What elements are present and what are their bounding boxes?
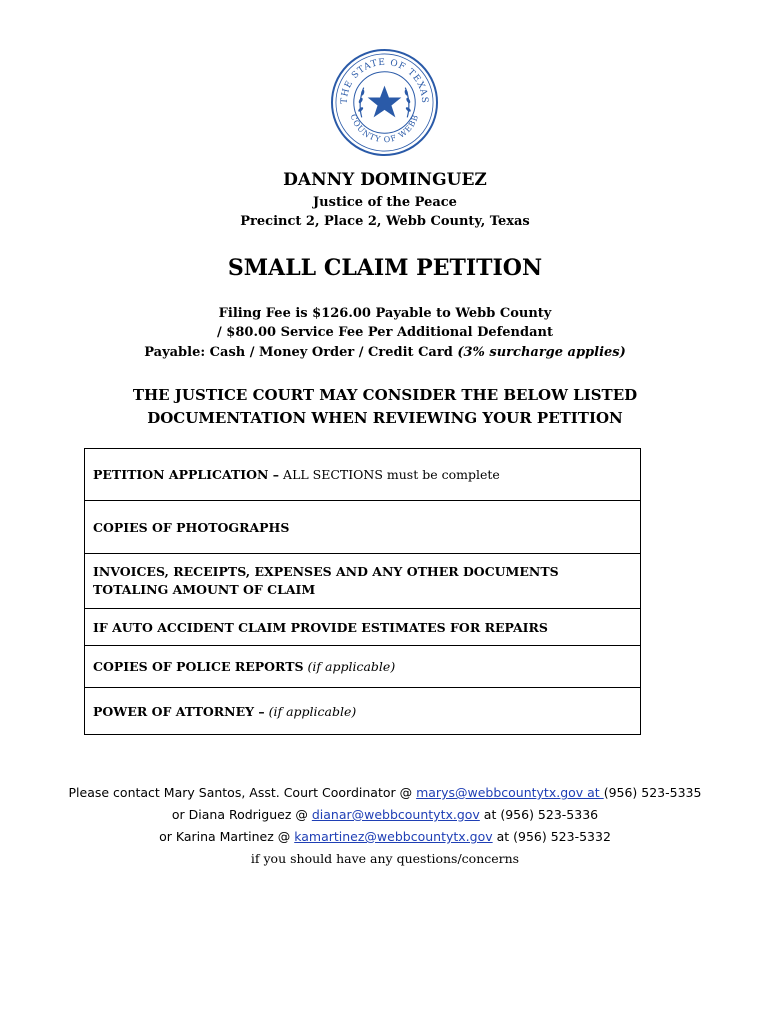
requirement-cell: [85, 449, 641, 501]
phone-text: (956) 523-5335: [603, 785, 702, 800]
requirement-cell: [85, 501, 641, 554]
phone-text: at (956) 523-5336: [479, 807, 599, 822]
requirement-cell: [85, 646, 641, 688]
surcharge-note: (3% surcharge applies): [457, 345, 626, 360]
table-row: [85, 449, 641, 501]
table-row: [85, 501, 641, 554]
payment-methods-text: Payable: Cash / Money Order / Credit Card: [144, 345, 453, 360]
requirement-label: POWER OF ATTORNEY –: [93, 703, 265, 719]
contact-text: or Karina Martinez @: [159, 829, 295, 844]
judge-name: DANNY DOMINGUEZ: [283, 170, 487, 190]
requirement-label: INVOICES, RECEIPTS, EXPENSES AND ANY OTHER DOCUMENTS TOTALING AMOUNT OF CLAIM: [93, 564, 559, 597]
documentation-notice: [0, 384, 770, 430]
service-fee-line: / $80.00 Service Fee Per Additional Defendant: [217, 325, 553, 340]
requirement-label: COPIES OF PHOTOGRAPHS: [93, 519, 290, 535]
questions-note: if you should have any questions/concerns: [250, 851, 520, 866]
table-row: [85, 609, 641, 646]
requirements-table: [84, 448, 641, 735]
page-title: SMALL CLAIM PETITION: [227, 255, 543, 281]
requirement-label: IF AUTO ACCIDENT CLAIM PROVIDE ESTIMATES FOR REPAIRS: [93, 619, 548, 635]
table-row: [85, 554, 641, 609]
contact-line-diana: [0, 807, 770, 822]
contact-line-mary: [0, 785, 770, 800]
filing-fee-line: Filing Fee is $126.00 Payable to Webb County: [218, 306, 552, 321]
requirement-cell: [85, 688, 641, 735]
table-row: [85, 646, 641, 688]
notice-line-1: THE JUSTICE COURT MAY CONSIDER THE BELOW LISTED: [132, 386, 638, 404]
email-link-diana[interactable]: dianar@webbcountytx.gov: [311, 807, 480, 822]
requirement-label: COPIES OF POLICE REPORTS: [93, 659, 304, 674]
contact-line-karina: [0, 829, 770, 844]
notice-line-2: DOCUMENTATION WHEN REVIEWING YOUR PETITION: [147, 409, 623, 427]
county-seal: [330, 48, 439, 157]
requirement-cell: [85, 554, 641, 609]
email-link-mary[interactable]: marys@webbcountytx.gov at: [416, 785, 604, 800]
requirement-detail: ALL SECTIONS must be complete: [279, 467, 500, 482]
contact-text: Please contact Mary Santos, Asst. Court Coordinator @: [68, 785, 417, 800]
table-row: [85, 688, 641, 735]
seal-top-text: THE STATE OF TEXAS: [339, 57, 430, 105]
email-link-karina[interactable]: kamartinez@webbcountytx.gov: [294, 829, 493, 844]
seal-bottom-text: COUNTY OF WEBB: [348, 113, 421, 145]
requirement-cell: [85, 609, 641, 646]
payment-methods-line: [0, 345, 770, 360]
judge-precinct: Precinct 2, Place 2, Webb County, Texas: [240, 214, 530, 229]
requirement-note: (if applicable): [307, 659, 396, 674]
contact-text: or Diana Rodriguez @: [171, 807, 312, 822]
requirement-note: (if applicable): [268, 703, 357, 719]
requirement-label: PETITION APPLICATION –: [93, 467, 280, 482]
judge-title: Justice of the Peace: [313, 195, 457, 210]
phone-text: at (956) 523-5332: [492, 829, 611, 844]
